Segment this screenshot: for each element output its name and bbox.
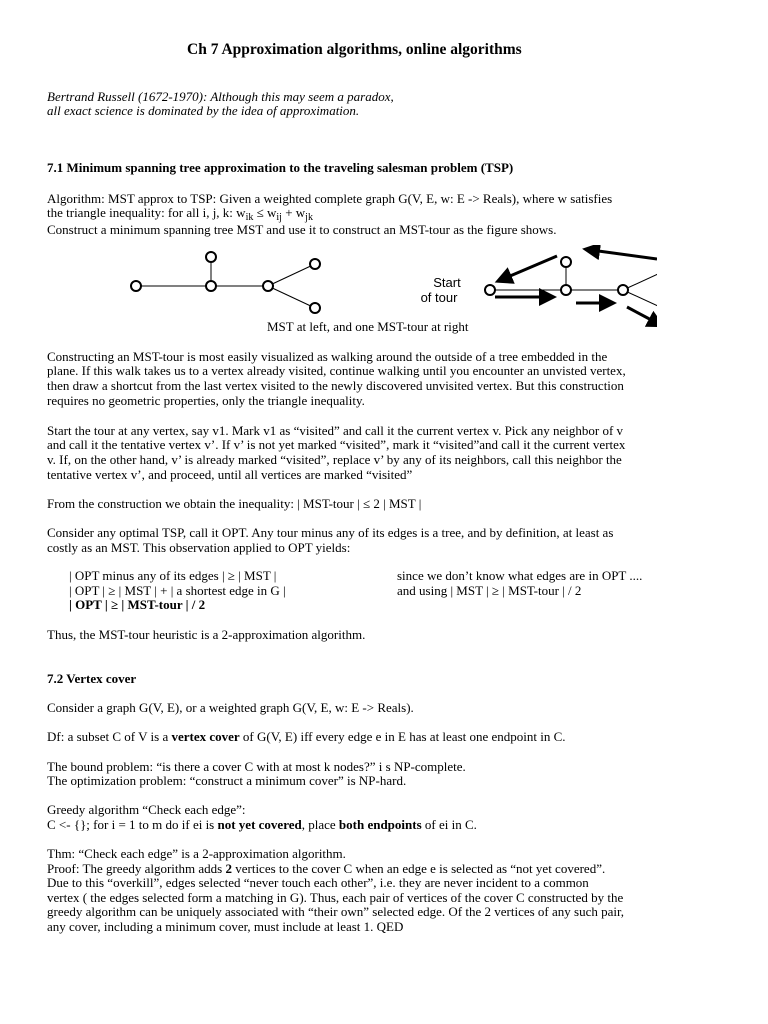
bound-problem: The bound problem: “is there a cover C with at most k nodes?” i s NP-complete. <box>47 759 466 774</box>
subscript-ij: ij <box>276 212 282 223</box>
greedy-code <box>47 818 477 832</box>
mst-left-tree <box>136 257 315 308</box>
proof-line-1 <box>47 862 605 876</box>
algorithm-line-1: Algorithm: MST approx to TSP: Given a weighted complete graph G(V, E, w: E -> Reals), where w satisfies <box>47 191 613 206</box>
plus-text: + w <box>281 205 306 220</box>
para2-line-1: Start the tour at any vertex, say v1. Mark v1 as “visited” and call it the current vertex v. Pick any neighbor of v <box>47 423 624 438</box>
tour-arrow <box>627 307 657 323</box>
tour-arrow <box>591 250 657 259</box>
para3-line-1: Consider any optimal TSP, call it OPT. Any tour minus any of its edges is a tree, and by definition, at least as <box>47 525 614 540</box>
equation-row-3: | OPT | ≥ | MST-tour | / 2 <box>69 597 206 612</box>
code-middle: , place <box>301 817 339 832</box>
subscript-ik: ik <box>245 212 254 223</box>
quote-line-2: all exact science is dominated by the idea of approximation. <box>47 103 360 118</box>
subscript-jk: jk <box>305 212 313 223</box>
proof-two: 2 <box>225 861 232 876</box>
leq-text: ≤ w <box>253 205 277 220</box>
equation-2-right: and using | MST | ≥ | MST-tour | / 2 <box>397 583 582 598</box>
vertex-cover-definition <box>47 730 566 744</box>
tour-arrow <box>503 256 557 279</box>
page-title: Ch 7 Approximation algorithms, online algorithms <box>187 41 522 58</box>
tree-vertex <box>206 281 216 291</box>
tree-edge <box>268 286 315 308</box>
mst-left-vertices <box>131 252 320 313</box>
para2-line-4: tentative vertex v’, and proceed, until all vertices are marked “visited” <box>47 467 413 482</box>
tree-vertex <box>310 303 320 313</box>
tree-vertex <box>618 285 628 295</box>
algorithm-line-2 <box>47 205 313 223</box>
section-7-1-conclusion: Thus, the MST-tour heuristic is a 2-approximation algorithm. <box>47 627 366 642</box>
algorithm-line-3: Construct a minimum spanning tree MST and use it to construct an MST-tour as the figure shows. <box>47 222 557 237</box>
para3-line-2: costly as an MST. This observation applied to OPT yields: <box>47 540 351 555</box>
code-suffix: of ei in C. <box>421 817 477 832</box>
definition-prefix: Df: a subset C of V is a <box>47 729 172 744</box>
section-7-2-heading: 7.2 Vertex cover <box>47 671 137 686</box>
para1-line-3: then draw a shortcut from the last vertex visited to the newly discovered unvisited vertex. But this construction <box>47 378 624 393</box>
para1-line-1: Constructing an MST-tour is most easily visualized as walking around the outside of a tree embedded in the <box>47 349 608 364</box>
para1-line-2: plane. If this walk takes us to a vertex already visited, continue walking until you encounter an unvisted vertex, <box>47 363 626 378</box>
proof-line-5: any cover, including a minimum cover, must include at least 1. QED <box>47 919 404 934</box>
figure-caption: MST at left, and one MST-tour at right <box>267 319 469 334</box>
equation-2-left: | OPT | ≥ | MST | + | a shortest edge in G | <box>69 583 286 598</box>
section-7-1-heading: 7.1 Minimum spanning tree approximation to the traveling salesman problem (TSP) <box>47 160 514 175</box>
tree-vertex <box>263 281 273 291</box>
definition-suffix: of G(V, E) iff every edge e in E has at least one endpoint in C. <box>239 729 566 744</box>
triangle-text: the triangle inequality: for all i, j, k: w <box>47 205 246 220</box>
proof-line-4: greedy algorithm can be uniquely associated with “their own” selected edge. Of the 2 vertices of any such pair, <box>47 904 625 919</box>
equation-1-right: since we don’t know what edges are in OPT .... <box>397 568 643 583</box>
code-prefix: C <- {}; for i = 1 to m do if ei is <box>47 817 218 832</box>
inequality-line: From the construction we obtain the inequality: | MST-tour | ≤ 2 | MST | <box>47 496 422 511</box>
tree-vertex <box>561 285 571 295</box>
greedy-title: Greedy algorithm “Check each edge”: <box>47 802 246 817</box>
code-not-covered: not yet covered <box>217 817 302 832</box>
para2-line-3: v. If, on the other hand, v’ is already marked “visited”, replace v’ by any of its neighbors, call this neighbor the <box>47 452 622 467</box>
equation-row-1 <box>69 569 709 583</box>
tree-vertex <box>131 281 141 291</box>
para2-line-2: and call it the tentative vertex v’. If v’ is not yet marked “visited”, mark it “visited”and call it the current vertex <box>47 437 626 452</box>
tree-vertex <box>206 252 216 262</box>
definition-term: vertex cover <box>171 729 240 744</box>
proof-prefix: Proof: The greedy algorithm adds <box>47 861 226 876</box>
quote-line-1: Bertrand Russell (1672-1970): Although this may seem a paradox, <box>47 89 394 104</box>
tree-vertex <box>310 259 320 269</box>
optimization-problem: The optimization problem: “construct a minimum cover” is NP-hard. <box>47 773 407 788</box>
tree-edge <box>268 264 315 286</box>
tree-vertex <box>561 257 571 267</box>
equation-1-left: | OPT minus any of its edges | ≥ | MST | <box>69 568 277 583</box>
code-both-endpoints: both endpoints <box>338 817 422 832</box>
theorem: Thm: “Check each edge” is a 2-approximation algorithm. <box>47 846 346 861</box>
equation-row-2 <box>69 584 709 598</box>
figure-start-label: Start <box>433 275 461 290</box>
vertex-cover-intro: Consider a graph G(V, E), or a weighted graph G(V, E, w: E -> Reals). <box>47 700 414 715</box>
proof-line-3: vertex ( the edges selected form a matching in G). Thus, each pair of vertices of the cover C constructed by the <box>47 890 624 905</box>
proof-suffix: vertices to the cover C when an edge e is selected as “not yet covered”. <box>231 861 606 876</box>
para1-line-4: requires no geometric properties, only the triangle inequality. <box>47 393 365 408</box>
proof-line-2: Due to this “overkill”, edges selected “never touch each other”, i.e. they are never incident to a common <box>47 875 589 890</box>
figure-of-tour-label: of tour <box>420 290 458 305</box>
tree-vertex <box>485 285 495 295</box>
mst-right-tree <box>490 262 657 311</box>
